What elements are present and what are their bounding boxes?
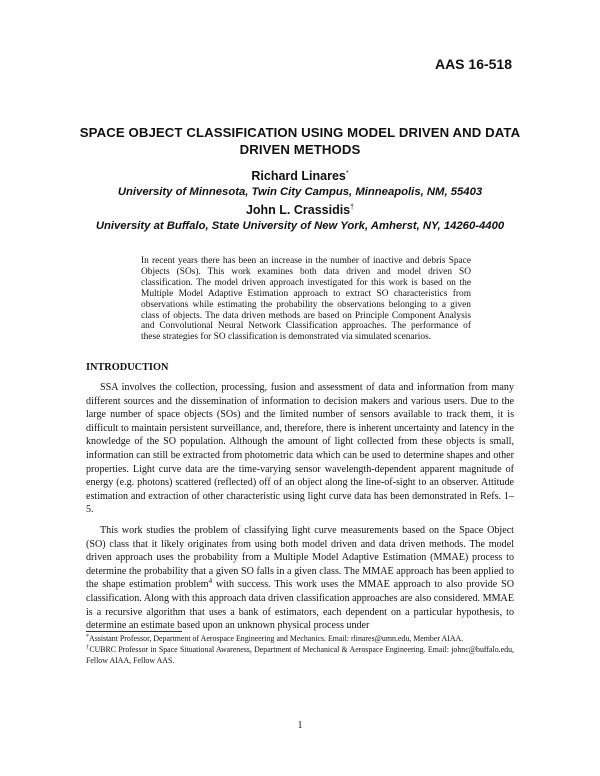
footnote-1-mark: * [86, 634, 89, 640]
footnote-1-text: Assistant Professor, Department of Aerospace Engineering and Mechanics. Email: rlinares@umn.edu, Member AIAA. [89, 634, 464, 643]
footnote-divider [86, 631, 182, 632]
intro-paragraph-2-part-b: with success. This work uses the MMAE approach to also provide SO classification. Along with this approach data driven classification approaches are also considered. MMAE is a recursive algorithm that uses a bank of estimators, each dependent on a particular hypothesis, to determine an estimate based upon an unknown physical process under [86, 579, 515, 632]
intro-paragraph-2 [86, 524, 514, 633]
author-1 [60, 169, 540, 183]
intro-paragraph-2-part-a: This work studies the problem of classifying light curve measurements based on the Space Object (SO) class that it likely originates from using both model driven and data driven methods. The model driven approach uses the probability from a Multiple Model Adaptive Estimation (MMAE) process to determine the probability that a given SO falls in a given class. The MMAE approach has been applied to the shape estimation problem [86, 525, 514, 591]
footnote-2-mark: † [86, 645, 90, 651]
author-2 [60, 203, 540, 217]
author-1-affiliation: University of Minnesota, Twin City Campus, Minneapolis, NM, 55403 [117, 186, 483, 198]
author-1-mark: * [345, 170, 349, 177]
intro-paragraph-1: SSA involves the collection, processing, fusion and assessment of data and information from many different sources and the dissemination of information to decision makers and various users. Due to the large number of space objects (SOs) and the limited number of sensors available to track them, it is difficult to maintain persistent surveillance, and, therefore, there is inherent uncertainty and latency in the knowledge of the SO population. Although the amount of light collected from these objects is small, information can still be extracted from photometric data which can be used to determine shapes and other properties. Light curve data are the time-varying sensor wavelength-dependent apparent magnitude of energy (e.g. photons) scattered (reflected) off of an object along the line-of-sight to an observer. Attitude estimation and extraction of other characteristic using light curve data has been demonstrated in Refs. 1–5. [86, 382, 514, 516]
author-1-name: Richard Linares [251, 169, 346, 183]
author-2-name: John L. Crassidis [245, 203, 351, 217]
footnote-1 [86, 634, 514, 645]
citation-ref: 4 [208, 577, 213, 586]
paper-id: AAS 16-518 [434, 56, 512, 72]
footnote-2-text: CUBRC Professor in Space Situational Awareness, Department of Mechanical & Aerospace Engineering. Email: johnc@buffalo.edu, Fellow AIAA, Fellow AAS. [86, 645, 514, 665]
footnote-2 [86, 645, 514, 666]
section-heading-introduction: INTRODUCTION [86, 362, 169, 373]
author-2-mark: † [350, 204, 355, 211]
page-number: 1 [297, 720, 303, 731]
paper-title: SPACE OBJECT CLASSIFICATION USING MODEL DRIVEN AND DATA DRIVEN METHODS [79, 125, 521, 157]
abstract: In recent years there has been an increase in the number of inactive and debris Space Objects (SOs). This work examines both data driven and model driven SO classification. The model driven approach investigated for this work is based on the Multiple Model Adaptive Estimation approach to extract SO characteristics from observations while estimating the probability the observations belonging to a given class of objects. The data driven methods are based on Principle Component Analysis and Convolutional Neural Network Classification approaches. The performance of these strategies for SO classification is demonstrated via simulated scenarios. [141, 256, 471, 343]
author-2-affiliation: University at Buffalo, State University of New York, Amherst, NY, 14260-4400 [95, 220, 505, 232]
